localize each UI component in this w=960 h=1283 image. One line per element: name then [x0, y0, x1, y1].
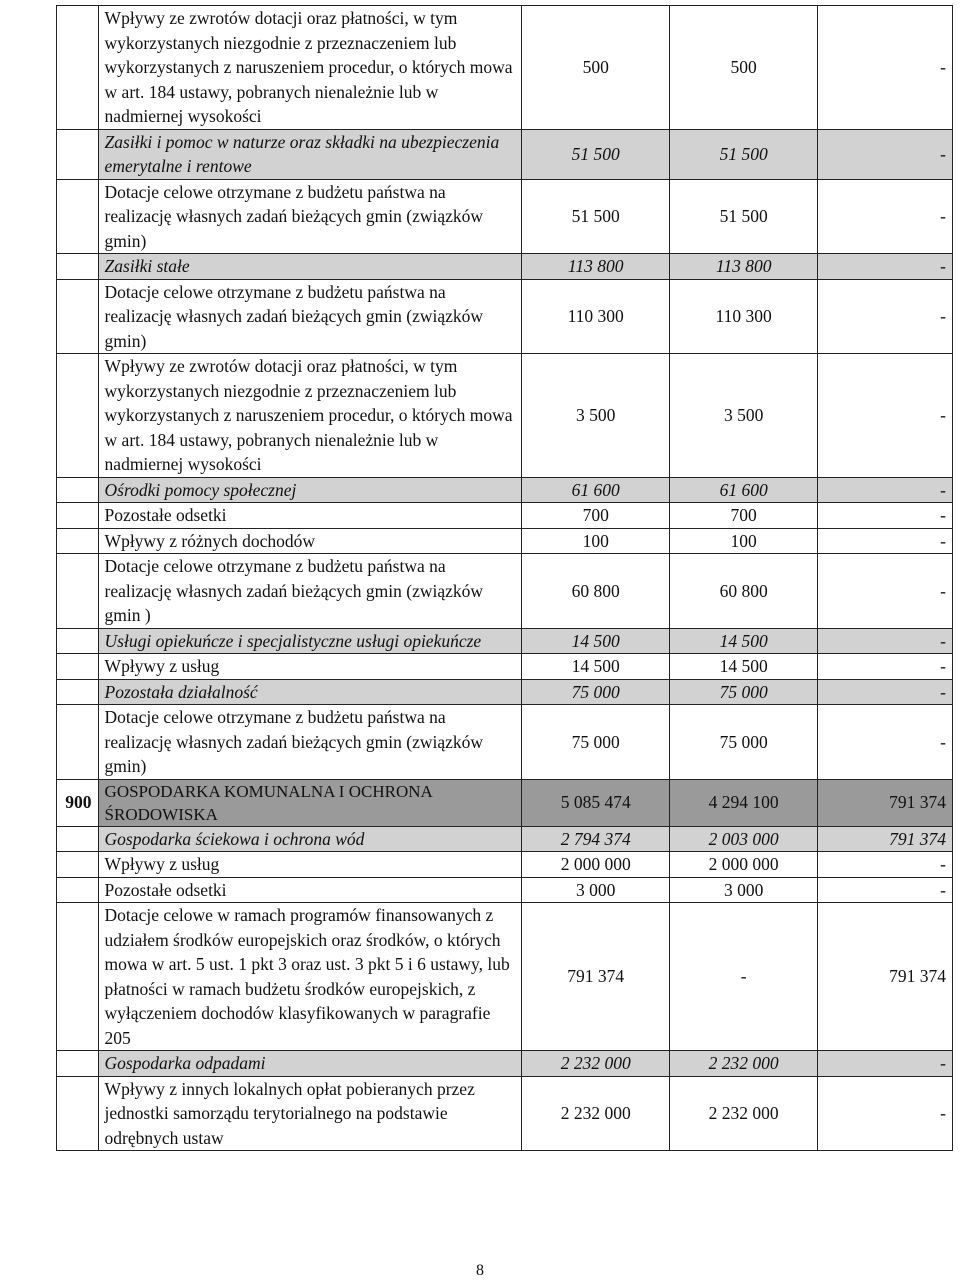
subsection-row — [57, 628, 953, 654]
property-value-cell: - — [818, 129, 953, 179]
current-value-cell: - — [670, 903, 818, 1051]
property-value-cell: - — [818, 877, 953, 903]
description-cell: Ośrodki pomocy społecznej — [98, 477, 522, 503]
property-value-cell: - — [818, 528, 953, 554]
budget-table — [56, 5, 953, 1151]
section-code-cell — [57, 503, 99, 529]
section-code-cell — [57, 528, 99, 554]
property-value-cell: - — [818, 503, 953, 529]
plan-value-cell: 75 000 — [522, 705, 670, 780]
plan-value-cell: 5 085 474 — [522, 779, 670, 826]
plan-value-cell: 110 300 — [522, 279, 670, 354]
table-row — [57, 554, 953, 629]
table-row — [57, 528, 953, 554]
description-cell: Gospodarka odpadami — [98, 1051, 522, 1077]
property-value-cell: 791 374 — [818, 826, 953, 852]
table-row — [57, 705, 953, 780]
description-cell: Gospodarka ściekowa i ochrona wód — [98, 826, 522, 852]
current-value-cell: 75 000 — [670, 705, 818, 780]
section-code-cell — [57, 654, 99, 680]
current-value-cell: 100 — [670, 528, 818, 554]
plan-value-cell: 3 000 — [522, 877, 670, 903]
description-cell: Usługi opiekuńcze i specjalistyczne usługi opiekuńcze — [98, 628, 522, 654]
table-row — [57, 654, 953, 680]
description-cell: Pozostałe odsetki — [98, 877, 522, 903]
current-value-cell: 4 294 100 — [670, 779, 818, 826]
description-cell: Zasiłki i pomoc w naturze oraz składki na ubezpieczenia emerytalne i rentowe — [98, 129, 522, 179]
current-value-cell: 2 232 000 — [670, 1051, 818, 1077]
subsection-row — [57, 477, 953, 503]
current-value-cell: 3 500 — [670, 354, 818, 478]
property-value-cell: - — [818, 679, 953, 705]
table-row — [57, 1076, 953, 1151]
property-value-cell: 791 374 — [818, 779, 953, 826]
current-value-cell: 60 800 — [670, 554, 818, 629]
property-value-cell: - — [818, 254, 953, 280]
table-row — [57, 503, 953, 529]
property-value-cell: - — [818, 654, 953, 680]
description-cell: Dotacje celowe w ramach programów finansowanych z udziałem środków europejskich oraz środków, o których mowa w art. 5 ust. 1 pkt 3 oraz ust. 3 pkt 5 i 6 ustawy, lub płatności w ramach budżetu środków europejskich, z wyłączeniem dochodów klasyfikowanych w paragrafie 205 — [98, 903, 522, 1051]
current-value-cell: 14 500 — [670, 654, 818, 680]
current-value-cell: 113 800 — [670, 254, 818, 280]
property-value-cell: - — [818, 354, 953, 478]
table-row — [57, 903, 953, 1051]
section-code-cell — [57, 877, 99, 903]
current-value-cell: 2 000 000 — [670, 852, 818, 878]
plan-value-cell: 60 800 — [522, 554, 670, 629]
table-row — [57, 6, 953, 130]
current-value-cell: 700 — [670, 503, 818, 529]
property-value-cell: 791 374 — [818, 903, 953, 1051]
section-code-cell — [57, 254, 99, 280]
plan-value-cell: 100 — [522, 528, 670, 554]
section-code-cell: 900 — [57, 779, 99, 826]
section-code-cell — [57, 628, 99, 654]
current-value-cell: 3 000 — [670, 877, 818, 903]
table-row — [57, 179, 953, 254]
description-cell: Pozostała działalność — [98, 679, 522, 705]
plan-value-cell: 2 232 000 — [522, 1076, 670, 1151]
section-code-cell — [57, 1051, 99, 1077]
property-value-cell: - — [818, 1076, 953, 1151]
property-value-cell: - — [818, 477, 953, 503]
section-code-cell — [57, 852, 99, 878]
plan-value-cell: 791 374 — [522, 903, 670, 1051]
description-cell: Wpływy z innych lokalnych opłat pobieranych przez jednostki samorządu terytorialnego na podstawie odrębnych ustaw — [98, 1076, 522, 1151]
description-cell: Zasiłki stałe — [98, 254, 522, 280]
section-code-cell — [57, 903, 99, 1051]
property-value-cell: - — [818, 705, 953, 780]
section-code-cell — [57, 179, 99, 254]
description-cell: Wpływy ze zwrotów dotacji oraz płatności, w tym wykorzystanych niezgodnie z przeznaczeniem lub wykorzystanych z naruszeniem procedur, o których mowa w art. 184 ustawy, pobranych nienależnie lub w nadmiernej wysokości — [98, 354, 522, 478]
plan-value-cell: 61 600 — [522, 477, 670, 503]
subsection-row — [57, 1051, 953, 1077]
section-row — [57, 779, 953, 826]
property-value-cell: - — [818, 6, 953, 130]
description-cell: Wpływy z różnych dochodów — [98, 528, 522, 554]
subsection-row — [57, 826, 953, 852]
section-code-cell — [57, 705, 99, 780]
current-value-cell: 75 000 — [670, 679, 818, 705]
section-code-cell — [57, 354, 99, 478]
description-cell: Wpływy ze zwrotów dotacji oraz płatności, w tym wykorzystanych niezgodnie z przeznaczeniem lub wykorzystanych z naruszeniem procedur, o których mowa w art. 184 ustawy, pobranych nienależnie lub w nadmiernej wysokości — [98, 6, 522, 130]
plan-value-cell: 75 000 — [522, 679, 670, 705]
budget-table-body — [57, 6, 953, 1151]
property-value-cell: - — [818, 1051, 953, 1077]
table-row — [57, 877, 953, 903]
subsection-row — [57, 254, 953, 280]
description-cell: GOSPODARKA KOMUNALNA I OCHRONA ŚRODOWISKA — [98, 779, 522, 826]
description-cell: Wpływy z usług — [98, 654, 522, 680]
current-value-cell: 2 003 000 — [670, 826, 818, 852]
section-code-cell — [57, 279, 99, 354]
property-value-cell: - — [818, 179, 953, 254]
current-value-cell: 51 500 — [670, 179, 818, 254]
plan-value-cell: 2 000 000 — [522, 852, 670, 878]
description-cell: Wpływy z usług — [98, 852, 522, 878]
description-cell: Dotacje celowe otrzymane z budżetu państwa na realizację własnych zadań bieżących gmin (związków gmin) — [98, 279, 522, 354]
table-row — [57, 852, 953, 878]
plan-value-cell: 500 — [522, 6, 670, 130]
section-code-cell — [57, 477, 99, 503]
section-code-cell — [57, 554, 99, 629]
description-cell: Pozostałe odsetki — [98, 503, 522, 529]
property-value-cell: - — [818, 554, 953, 629]
current-value-cell: 500 — [670, 6, 818, 130]
plan-value-cell: 2 232 000 — [522, 1051, 670, 1077]
current-value-cell: 51 500 — [670, 129, 818, 179]
plan-value-cell: 700 — [522, 503, 670, 529]
description-cell: Dotacje celowe otrzymane z budżetu państwa na realizację własnych zadań bieżących gmin (związków gmin ) — [98, 554, 522, 629]
section-code-cell — [57, 679, 99, 705]
plan-value-cell: 51 500 — [522, 129, 670, 179]
property-value-cell: - — [818, 628, 953, 654]
section-code-cell — [57, 129, 99, 179]
current-value-cell: 14 500 — [670, 628, 818, 654]
subsection-row — [57, 129, 953, 179]
plan-value-cell: 51 500 — [522, 179, 670, 254]
plan-value-cell: 113 800 — [522, 254, 670, 280]
plan-value-cell: 14 500 — [522, 654, 670, 680]
subsection-row — [57, 679, 953, 705]
plan-value-cell: 3 500 — [522, 354, 670, 478]
current-value-cell: 110 300 — [670, 279, 818, 354]
description-cell: Dotacje celowe otrzymane z budżetu państwa na realizację własnych zadań bieżących gmin (związków gmin) — [98, 705, 522, 780]
table-row — [57, 279, 953, 354]
plan-value-cell: 2 794 374 — [522, 826, 670, 852]
section-code-cell — [57, 1076, 99, 1151]
plan-value-cell: 14 500 — [522, 628, 670, 654]
section-code-cell — [57, 6, 99, 130]
section-code-cell — [57, 826, 99, 852]
current-value-cell: 61 600 — [670, 477, 818, 503]
property-value-cell: - — [818, 852, 953, 878]
property-value-cell: - — [818, 279, 953, 354]
page-number: 8 — [476, 1262, 484, 1279]
table-row — [57, 354, 953, 478]
current-value-cell: 2 232 000 — [670, 1076, 818, 1151]
description-cell: Dotacje celowe otrzymane z budżetu państwa na realizację własnych zadań bieżących gmin (związków gmin) — [98, 179, 522, 254]
